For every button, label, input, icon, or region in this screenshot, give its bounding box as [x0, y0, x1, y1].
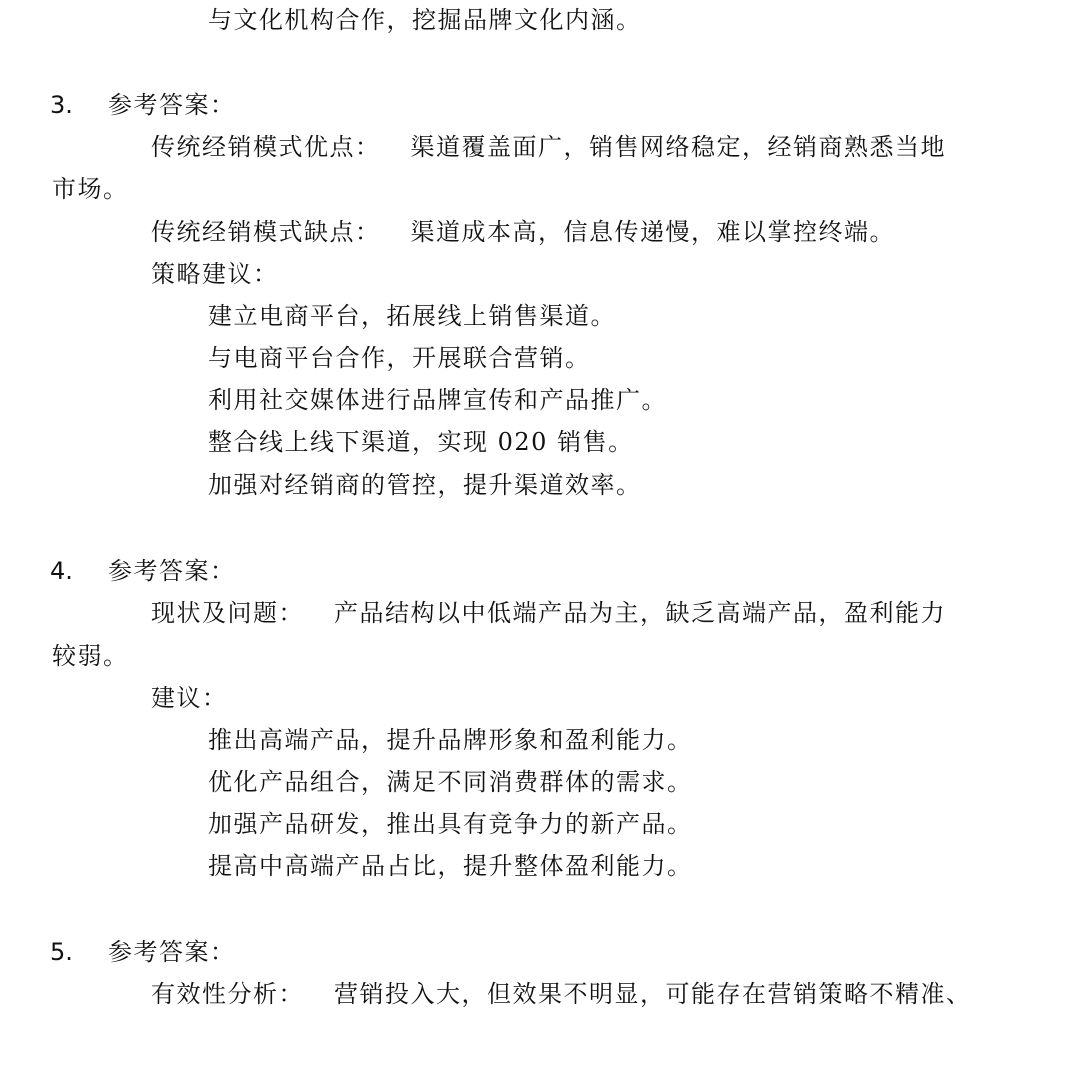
advantages-label: 传统经销模式优点：: [151, 133, 381, 161]
strategy-label: 策略建议：: [151, 260, 279, 288]
list-item: 整合线上线下渠道，实现 020 销售。: [208, 428, 634, 456]
section-heading-3: 参考答案：: [108, 91, 236, 119]
list-item: 与文化机构合作，挖掘品牌文化内涵。: [208, 6, 642, 34]
list-item: 与电商平台合作，开展联合营销。: [208, 344, 591, 372]
list-item: 利用社交媒体进行品牌宣传和产品推广。: [208, 386, 667, 414]
section-number-4: 4.: [50, 557, 73, 585]
section-number-5: 5.: [50, 938, 73, 966]
list-item: 推出高端产品，提升品牌形象和盈利能力。: [208, 726, 693, 754]
advantages-paragraph: [151, 133, 946, 161]
status-label: 现状及问题：: [151, 599, 304, 627]
list-item: 加强对经销商的管控，提升渠道效率。: [208, 471, 642, 499]
effectiveness-text: 营销投入大，但效果不明显，可能存在营销策略不精准、: [334, 980, 972, 1008]
section-heading-5: 参考答案：: [108, 938, 236, 966]
suggestion-label: 建议：: [151, 684, 228, 712]
advantages-continuation: 市场。: [52, 175, 129, 203]
status-continuation: 较弱。: [52, 642, 129, 670]
section-number-3: 3.: [50, 91, 73, 119]
disadvantages-paragraph: [151, 218, 895, 246]
status-paragraph: [151, 599, 946, 627]
section-heading-4: 参考答案：: [108, 557, 236, 585]
effectiveness-label: 有效性分析：: [151, 980, 304, 1008]
list-item: 提高中高端产品占比，提升整体盈利能力。: [208, 852, 693, 880]
effectiveness-paragraph: [151, 980, 972, 1008]
list-item: 加强产品研发，推出具有竞争力的新产品。: [208, 810, 693, 838]
list-item: 建立电商平台，拓展线上销售渠道。: [208, 302, 616, 330]
status-text: 产品结构以中低端产品为主，缺乏高端产品，盈利能力: [334, 599, 946, 627]
disadvantages-label: 传统经销模式缺点：: [151, 218, 381, 246]
advantages-text: 渠道覆盖面广，销售网络稳定，经销商熟悉当地: [410, 133, 946, 161]
list-item: 优化产品组合，满足不同消费群体的需求。: [208, 768, 693, 796]
disadvantages-text: 渠道成本高，信息传递慢，难以掌控终端。: [410, 218, 895, 246]
